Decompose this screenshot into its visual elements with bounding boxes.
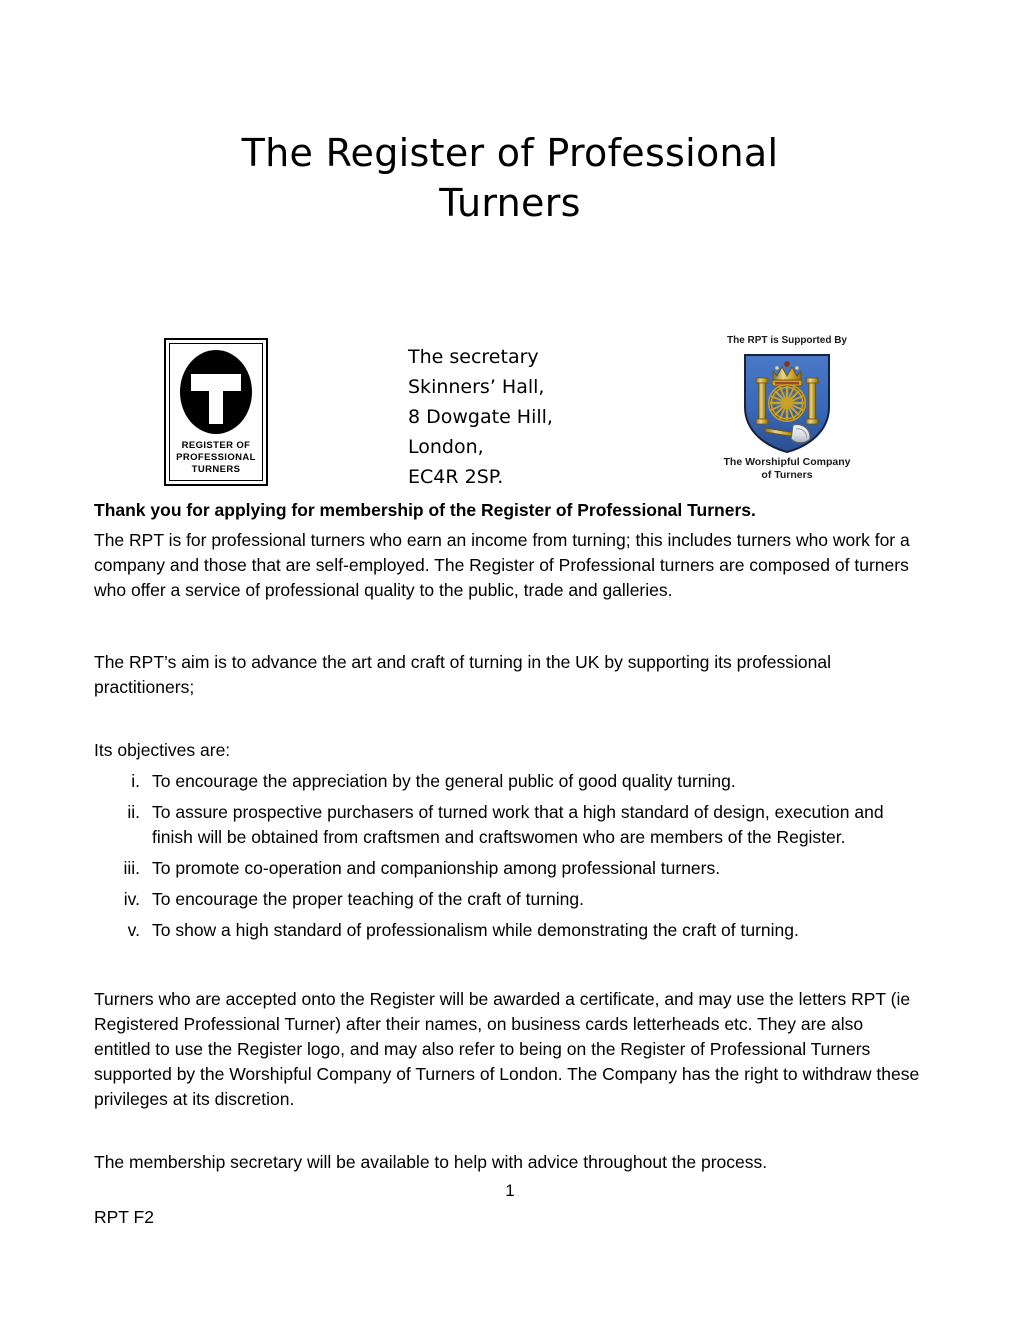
paragraph-spacer [94, 603, 924, 650]
rpt-logo-text-line-3: TURNERS [191, 464, 241, 475]
list-item-text: To encourage the appreciation by the general public of good quality turning. [152, 771, 736, 791]
rpt-logo-frame [169, 343, 263, 481]
crest-caption-bottom-line-1: The Worshipful Company [723, 456, 851, 468]
objectives-list [94, 769, 924, 943]
worshipful-company-crest [712, 334, 862, 492]
rpt-logo [164, 338, 268, 486]
crest-caption-bottom-line-2: of Turners [761, 469, 813, 481]
paragraph-spacer [94, 949, 924, 987]
objectives-intro: Its objectives are: [94, 740, 231, 760]
list-item [94, 856, 924, 881]
list-item-text: To encourage the proper teaching of the craft of turning. [152, 889, 584, 909]
page-title-line-2: Turners [439, 181, 581, 225]
intro-paragraph: The RPT is for professional turners who earn an income from turning; this includes turners who work for a company and those that are self-employed. The Register of Professional turners are composed of turners who offer a service of professional quality to the public, trade and galleries. [94, 530, 910, 600]
list-item [94, 769, 924, 794]
address-line-2: Skinners’ Hall, [408, 376, 545, 398]
list-item-numeral: v. [127, 920, 140, 940]
address-line-1: The secretary [408, 346, 539, 368]
worshipful-company-of-turners-shield-icon [739, 351, 835, 455]
page-title [190, 128, 830, 228]
rpt-logo-text-line-1: REGISTER OF [181, 440, 251, 451]
list-item-numeral: iii. [123, 858, 140, 878]
list-item-numeral: ii. [127, 802, 140, 822]
aim-paragraph: The RPT’s aim is to advance the art and craft of turning in the UK by supporting its professional practitioners; [94, 652, 831, 697]
list-item-text: To assure prospective purchasers of turned work that a high standard of design, execution and finish will be obtained from craftsmen and craftswomen who are members of the Register. [152, 802, 884, 847]
list-item-numeral: i. [131, 771, 140, 791]
address-line-3: 8 Dowgate Hill, [408, 406, 553, 428]
list-item [94, 887, 924, 912]
crest-caption-bottom [712, 456, 862, 482]
form-code: RPT F2 [94, 1207, 154, 1227]
address-block [408, 342, 553, 492]
crest-caption-top: The RPT is Supported By [726, 335, 847, 346]
paragraph-spacer [94, 700, 924, 738]
address-line-5: EC4R 2SP. [408, 466, 504, 488]
certificate-paragraph: Turners who are accepted onto the Register will be awarded a certificate, and may use the letters RPT (ie Registered Professional Turner) after their names, on business cards letterheads etc. They are also entitled to use the Register logo, and may also refer to being on the Register of Professional Turners supported by the Worshipful Company of Turners of London. The Company has the right to withdraw these privileges at its discretion. [94, 989, 920, 1109]
list-item [94, 918, 924, 943]
list-item-text: To promote co-operation and companionship among professional turners. [152, 858, 721, 878]
page-title-line-1: The Register of Professional [241, 131, 779, 175]
rpt-t-mark-icon [178, 348, 254, 436]
list-item [94, 800, 924, 850]
list-item-numeral: iv. [123, 889, 140, 909]
rpt-logo-text [170, 440, 262, 476]
closing-paragraph: The membership secretary will be available to help with advice throughout the process. [94, 1152, 768, 1172]
document-body [94, 498, 924, 1175]
address-line-4: London, [408, 436, 484, 458]
list-item-text: To show a high standard of professionalism while demonstrating the craft of turning. [152, 920, 799, 940]
page-number: 1 [505, 1181, 515, 1200]
rpt-logo-text-line-2: PROFESSIONAL [176, 452, 256, 463]
document-header [0, 110, 1020, 488]
lead-heading: Thank you for applying for membership of the Register of Professional Turners. [94, 500, 756, 520]
paragraph-spacer [94, 1112, 924, 1150]
